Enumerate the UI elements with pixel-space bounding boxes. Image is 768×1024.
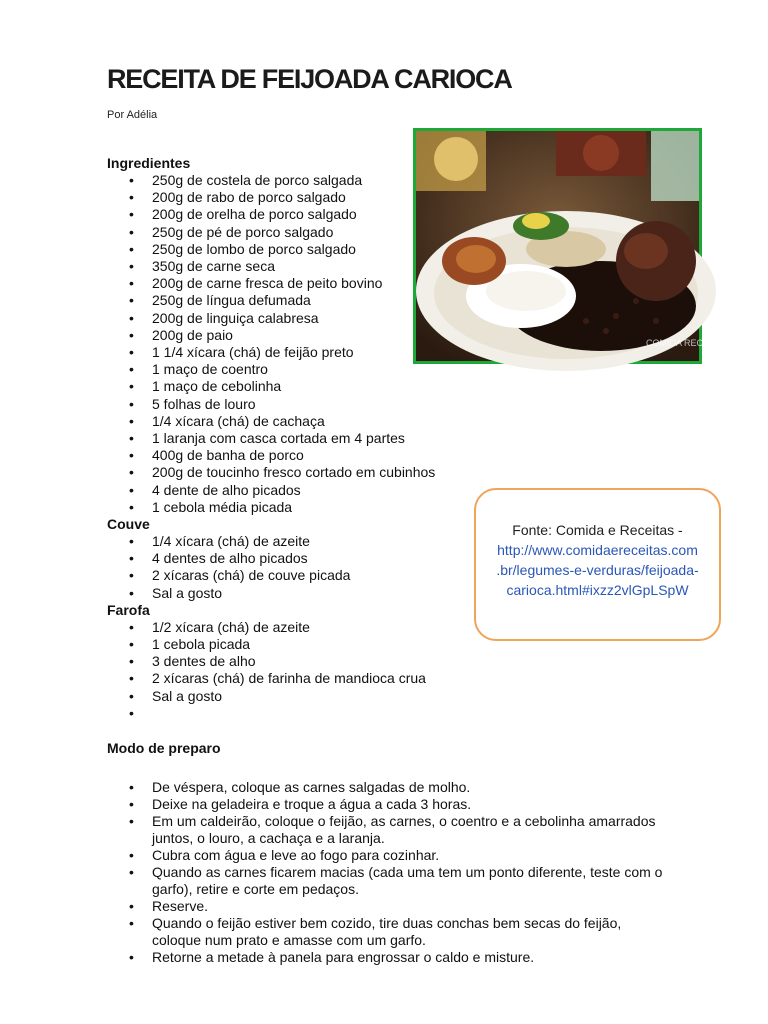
photo-watermark: COMIDA RECEITAS (646, 338, 729, 348)
step-item: • Quando o feijão estiver bem cozido, tire duas conchas bem secas do feijão, coloque num prato e amasse com um garfo. (107, 915, 667, 949)
step-item: • Quando as carnes ficarem macias (cada uma tem um ponto diferente, teste com o garfo), retire e corte em pedaços. (107, 864, 667, 898)
ingredientes-heading: Ingredientes (107, 155, 191, 171)
source-link-line-1[interactable]: http://www.comidaereceitas.com (497, 542, 698, 558)
ingredients-column (107, 155, 467, 722)
step-item: • Em um caldeirão, coloque o feijão, as carnes, o coentro e a cebolinha amarrados juntos, o louro, a cachaça e a laranja. (107, 813, 667, 847)
list-item: • 250g de costela de porco salgada (107, 172, 467, 189)
list-item: • 1 maço de coentro (107, 361, 467, 378)
list-item: • Sal a gosto (107, 688, 467, 705)
step-item: • De véspera, coloque as carnes salgadas de molho. (107, 779, 667, 796)
couve-heading: Couve (107, 516, 150, 533)
list-item: • 1 laranja com casca cortada em 4 partes (107, 430, 467, 447)
list-item: • 350g de carne seca (107, 258, 467, 275)
preparo-heading: Modo de preparo (107, 740, 221, 756)
list-item: • 200g de orelha de porco salgado (107, 206, 467, 223)
source-link-line-3[interactable]: carioca.html#ixzz2vlGpLSpW (506, 582, 689, 598)
step-item: • Deixe na geladeira e troque a água a cada 3 horas. (107, 796, 667, 813)
list-item: • 1 cebola média picada (107, 499, 467, 516)
couve-list (107, 533, 467, 602)
list-item: • 200g de rabo de porco salgado (107, 189, 467, 206)
farofa-list (107, 619, 467, 722)
list-item: • 2 xícaras (chá) de couve picada (107, 567, 467, 584)
list-item: • 3 dentes de alho (107, 653, 467, 670)
step-item: • Cubra com água e leve ao fogo para cozinhar. (107, 847, 667, 864)
list-item: • 5 folhas de louro (107, 396, 467, 413)
farofa-heading: Farofa (107, 601, 150, 618)
source-callout (474, 488, 721, 641)
step-item: • Retorne a metade à panela para engrossar o caldo e misture. (107, 949, 667, 966)
list-item: • 1/4 xícara (chá) de cachaça (107, 413, 467, 430)
list-item: • 250g de pé de porco salgado (107, 224, 467, 241)
list-item: • 200g de linguiça calabresa (107, 310, 467, 327)
list-item: • 4 dente de alho picados (107, 482, 467, 499)
list-item: • 1 maço de cebolinha (107, 378, 467, 395)
list-item: • 1/4 xícara (chá) de azeite (107, 533, 467, 550)
source-label: Fonte: Comida e Receitas - (512, 522, 683, 538)
list-item: • 1 1/4 xícara (chá) de feijão preto (107, 344, 467, 361)
list-item: • 200g de paio (107, 327, 467, 344)
list-item: • 1/2 xícara (chá) de azeite (107, 619, 467, 636)
list-item: • 2 xícaras (chá) de farinha de mandioca crua (107, 670, 467, 687)
list-item: • 400g de banha de porco (107, 447, 467, 464)
list-item: • 250g de língua defumada (107, 292, 467, 309)
source-link-line-2[interactable]: .br/legumes-e-verduras/feijoada- (496, 562, 699, 578)
preparation-section (107, 740, 667, 966)
preparo-steps (107, 779, 667, 966)
step-item: • Reserve. (107, 898, 667, 915)
ingredientes-list (107, 172, 467, 516)
author-byline: Por Adélia (107, 109, 158, 121)
page-title: RECEITA DE FEIJOADA CARIOCA (107, 64, 512, 94)
list-item: • 250g de lombo de porco salgado (107, 241, 467, 258)
list-item: • 4 dentes de alho picados (107, 550, 467, 567)
list-item: • 200g de toucinho fresco cortado em cubinhos (107, 464, 467, 481)
list-item (107, 705, 467, 722)
list-item: • Sal a gosto (107, 585, 467, 602)
list-item: • 200g de carne fresca de peito bovino (107, 275, 467, 292)
list-item: • 1 cebola picada (107, 636, 467, 653)
